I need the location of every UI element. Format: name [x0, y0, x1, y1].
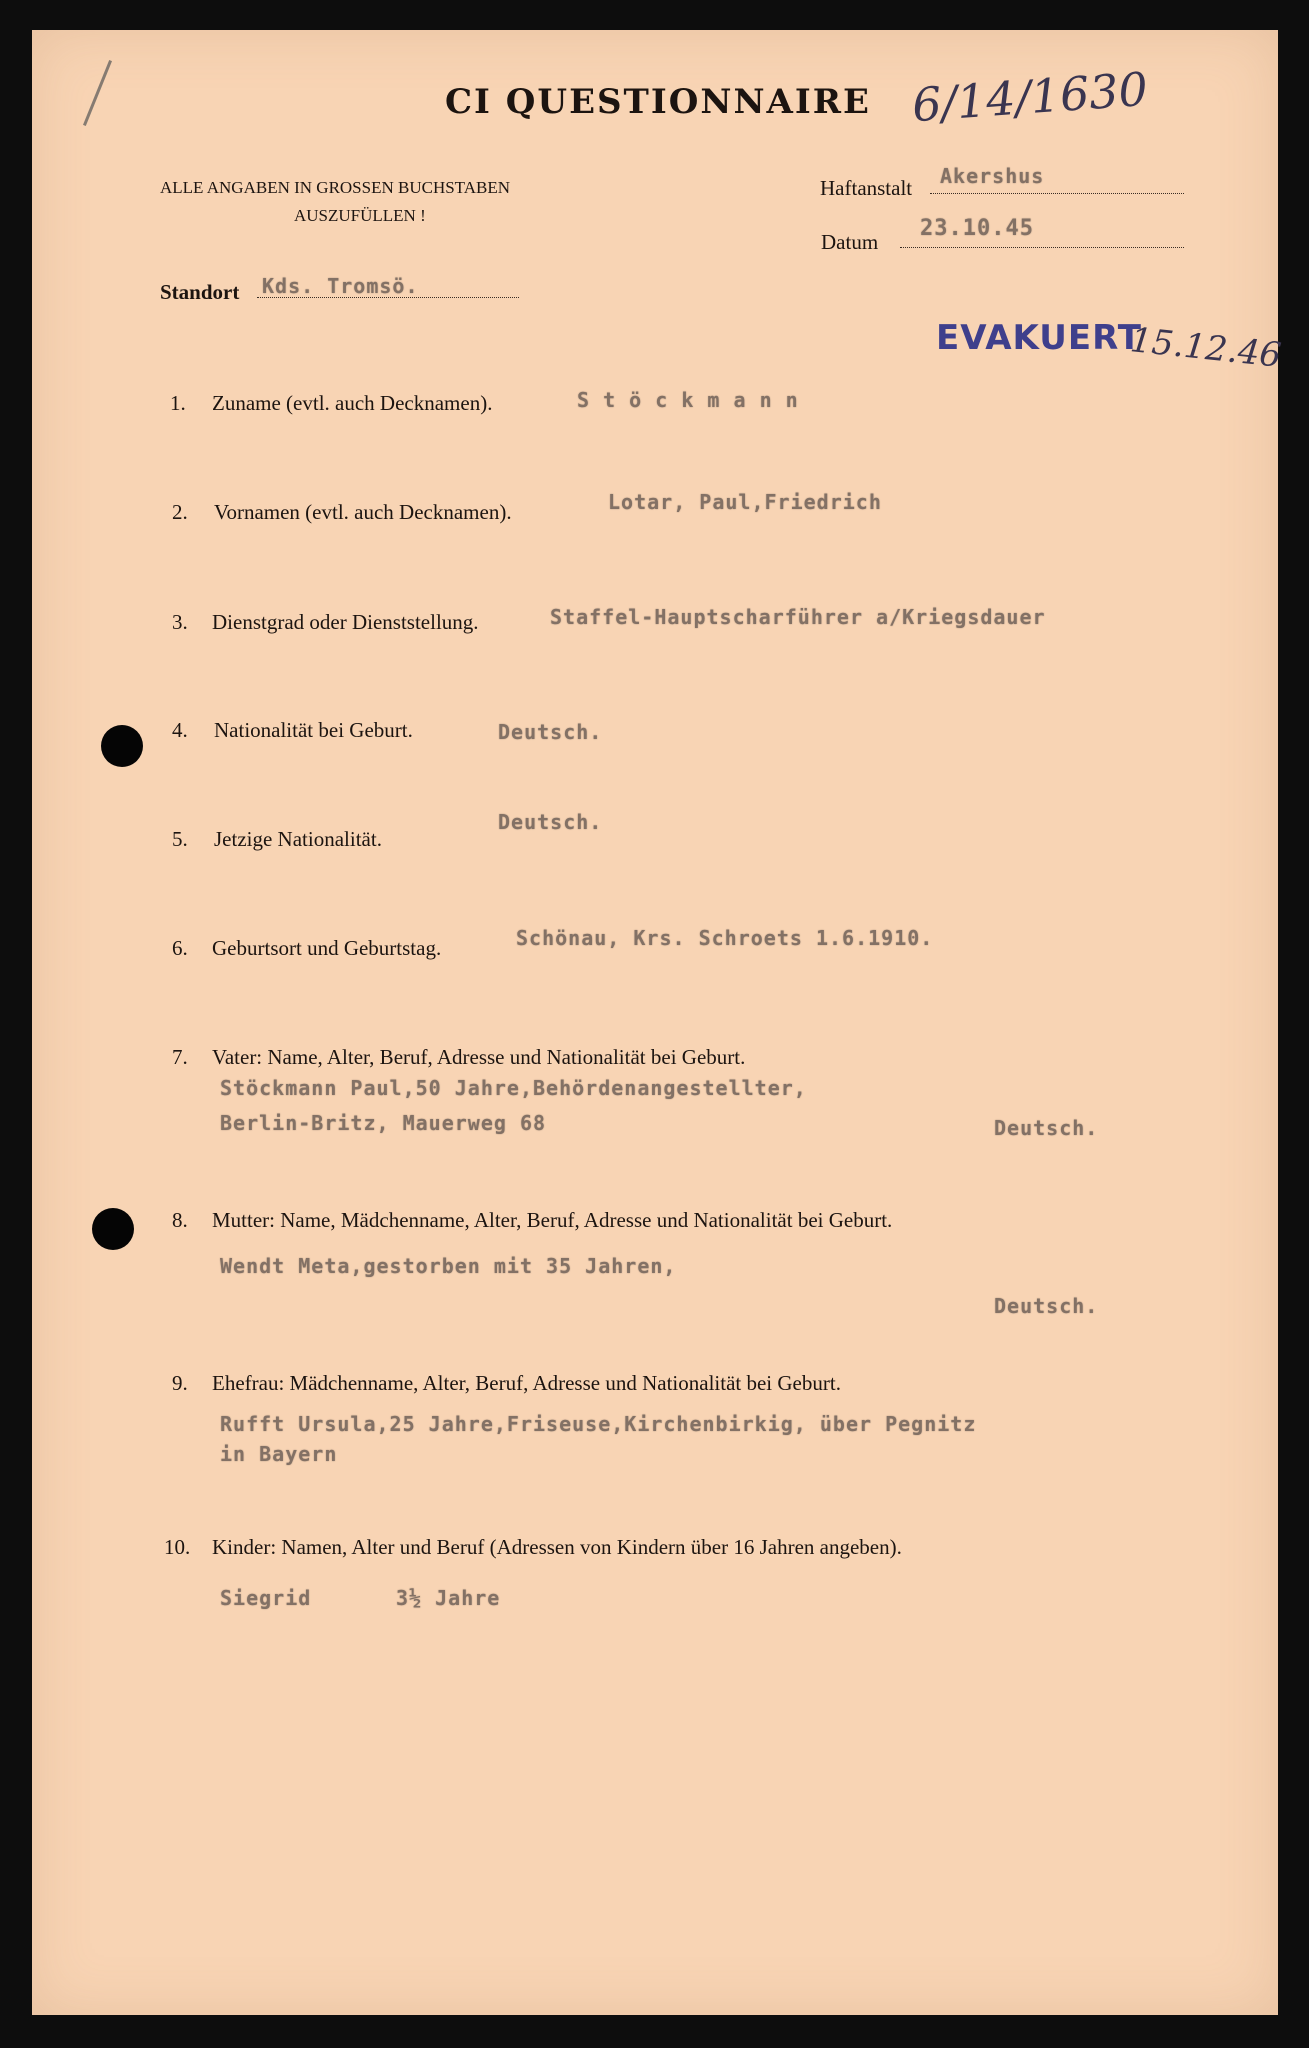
punch-hole-lower: [92, 1208, 134, 1250]
question-10-answer-line-2: 3½ Jahre: [396, 1586, 501, 1610]
question-1-label: Zuname (evtl. auch Decknamen).: [212, 391, 493, 415]
question-3-answer: Staffel-Hauptscharführer a/Kriegsdauer: [550, 605, 1046, 629]
file-number: 6/14/1630: [910, 61, 1150, 133]
question-8-answer-line-1: Wendt Meta,gestorben mit 35 Jahren,: [220, 1254, 677, 1278]
question-4-label: Nationalität bei Geburt.: [214, 718, 413, 742]
datum-line: [900, 247, 1184, 248]
question-9-number: 9.: [172, 1371, 188, 1395]
question-8-label: Mutter: Name, Mädchenname, Alter, Beruf, Adresse und Nationalität bei Geburt.: [212, 1208, 893, 1232]
question-7-label: Vater: Name, Alter, Beruf, Adresse und Nationalität bei Geburt.: [212, 1045, 746, 1069]
question-6-number: 6.: [172, 936, 188, 960]
question-6-answer: Schönau, Krs. Schroets 1.6.1910.: [516, 926, 934, 950]
question-10-number: 10.: [164, 1535, 191, 1559]
question-5-label: Jetzige Nationalität.: [214, 827, 382, 851]
datum-label: Datum: [821, 230, 879, 254]
question-3-label: Dienstgrad oder Dienststellung.: [212, 610, 479, 634]
question-7-answer-line-2: Berlin-Britz, Mauerweg 68: [220, 1111, 547, 1135]
question-9-answer-line-2: in Bayern: [220, 1442, 338, 1466]
question-9-label: Ehefrau: Mädchenname, Alter, Beruf, Adresse und Nationalität bei Geburt.: [212, 1371, 841, 1395]
question-4-number: 4.: [172, 718, 188, 742]
questionnaire-page: [32, 30, 1284, 2015]
question-1-answer: S t ö c k m a n n: [577, 388, 799, 412]
haftanstalt-value: Akershus: [940, 164, 1045, 188]
question-6-label: Geburtsort und Geburtstag.: [212, 936, 442, 960]
question-2-number: 2.: [172, 500, 188, 524]
question-5-answer: Deutsch.: [498, 810, 603, 834]
evakuert-stamp: EVAKUERT: [936, 318, 1142, 358]
question-5-number: 5.: [172, 827, 188, 851]
question-9-answer-line-1: Rufft Ursula,25 Jahre,Friseuse,Kirchenbirkig, über Pegnitz: [220, 1412, 977, 1436]
haftanstalt-line: [930, 193, 1184, 194]
question-7-number: 7.: [172, 1045, 188, 1069]
question-1-number: 1.: [170, 391, 186, 415]
stamp-date: 15.12.46: [1128, 320, 1284, 376]
standort-value: Kds. Tromsö.: [262, 274, 419, 298]
question-2-answer: Lotar, Paul,Friedrich: [608, 490, 882, 514]
question-4-answer: Deutsch.: [498, 720, 603, 744]
question-7-answer-line-1: Stöckmann Paul,50 Jahre,Behördenangestellter,: [220, 1076, 807, 1100]
instructions-line-1: ALLE ANGABEN IN GROSSEN BUCHSTABEN: [160, 178, 510, 197]
punch-hole-upper: [101, 725, 143, 767]
question-8-number: 8.: [172, 1208, 188, 1232]
instructions-line-2: AUSZUFÜLLEN !: [294, 206, 426, 225]
document-title: CI QUESTIONNAIRE: [445, 82, 871, 122]
question-7-answer-nationality: Deutsch.: [994, 1116, 1099, 1140]
standort-label: Standort: [160, 280, 240, 304]
haftanstalt-label: Haftanstalt: [820, 176, 913, 200]
question-3-number: 3.: [172, 610, 188, 634]
question-8-answer-nationality: Deutsch.: [994, 1294, 1099, 1318]
pencil-mark: [83, 60, 112, 126]
question-10-answer-line-1: Siegrid: [220, 1586, 312, 1610]
question-10-label: Kinder: Namen, Alter und Beruf (Adressen von Kindern über 16 Jahren angeben).: [212, 1535, 902, 1559]
datum-value: 23.10.45: [920, 216, 1034, 241]
question-2-label: Vornamen (evtl. auch Decknamen).: [214, 500, 512, 524]
